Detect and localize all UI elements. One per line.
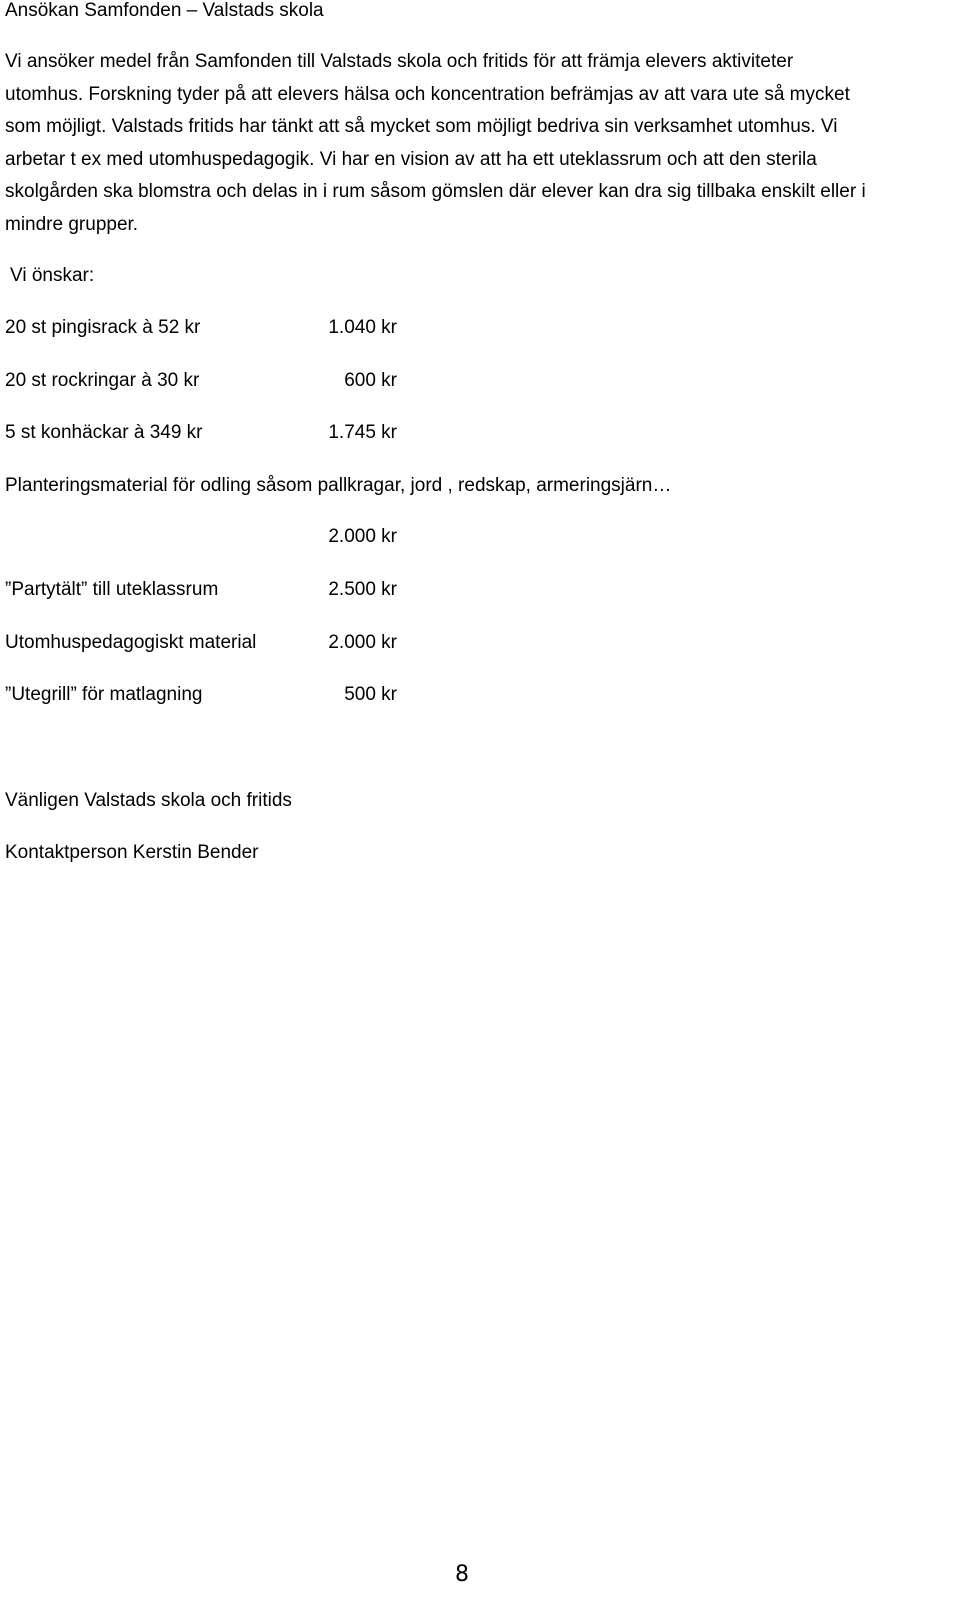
document-title: Ansökan Samfonden – Valstads skola: [5, 0, 324, 21]
request-item-konhackar: [5, 416, 405, 449]
intro-line: utomhus. Forskning tyder på att elevers hälsa och koncentration befrämjas av att vara ute så mycket: [5, 83, 850, 105]
intro-line: arbetar t ex med utomhuspedagogik. Vi har en vision av att ha ett uteklassrum och att den sterila: [5, 148, 817, 170]
contact-person: Kontaktperson Kerstin Bender: [5, 842, 259, 863]
item-price: 2.500 kr: [328, 579, 397, 600]
wishes-heading: Vi önskar:: [10, 265, 95, 286]
introduction-paragraph: [5, 45, 955, 240]
item-price: 2.000 kr: [328, 526, 397, 547]
item-price: 1.040 kr: [328, 317, 397, 338]
intro-line: mindre grupper.: [5, 213, 139, 235]
item-price: 1.745 kr: [328, 422, 397, 443]
item-name: 5 st konhäckar à 349 kr: [5, 422, 203, 443]
item-name: ”Utegrill” för matlagning: [5, 684, 203, 705]
planting-material-price-row: [5, 520, 405, 553]
item-name: Utomhuspedagogiskt material: [5, 632, 257, 653]
item-price: 600 kr: [344, 370, 397, 391]
item-name: 20 st rockringar à 30 kr: [5, 370, 200, 391]
request-item-rockringar: [5, 364, 405, 397]
request-item-outdoor-material: [5, 626, 405, 659]
request-item-partytalt: [5, 573, 405, 606]
signature-line: Vänligen Valstads skola och fritids: [5, 790, 292, 811]
request-item-pingisrack: [5, 311, 405, 344]
intro-line: skolgården ska blomstra och delas in i rum såsom gömslen där elever kan dra sig tillbaka enskilt eller i: [5, 181, 866, 202]
item-name: 20 st pingisrack à 52 kr: [5, 317, 201, 338]
request-item-utegrill: [5, 678, 405, 711]
item-price: 500 kr: [344, 684, 397, 705]
page-number: 8: [455, 1562, 469, 1587]
item-price: 2.000 kr: [328, 632, 397, 653]
item-name: ”Partytält” till uteklassrum: [5, 579, 219, 600]
planting-material-item: Planteringsmaterial för odling såsom pallkragar, jord , redskap, armeringsjärn…: [5, 475, 672, 496]
intro-line: som möjligt. Valstads fritids har tänkt att så mycket som möjligt bedriva sin verksamhet utomhus. Vi: [5, 116, 838, 137]
intro-line: Vi ansöker medel från Samfonden till Valstads skola och fritids för att främja elevers aktiviteter: [5, 51, 794, 72]
